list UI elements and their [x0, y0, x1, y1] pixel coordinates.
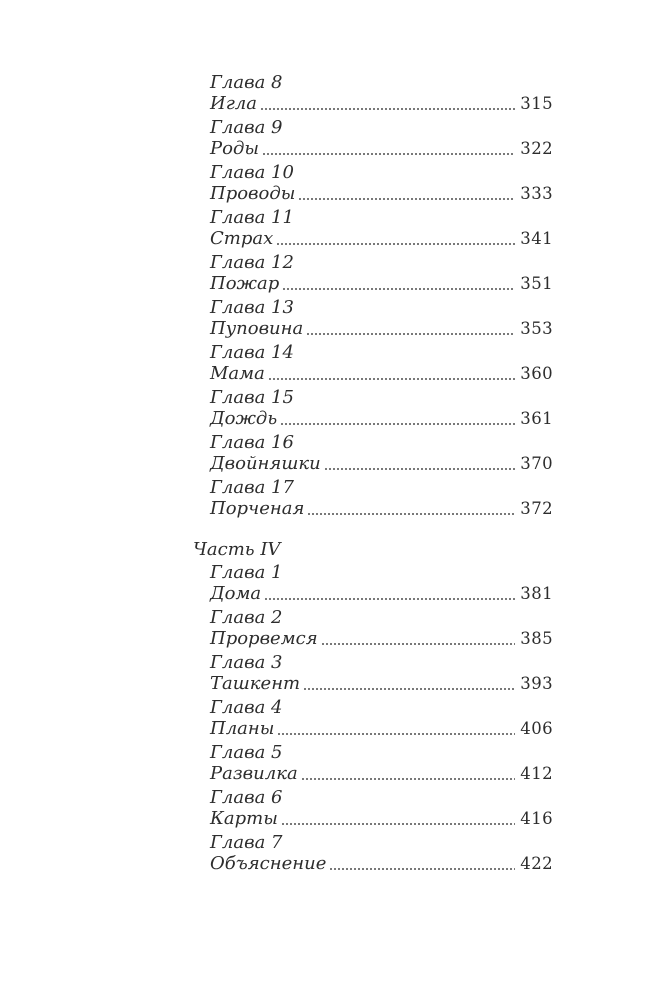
dot-leader	[302, 778, 516, 780]
chapter-page-number: 360	[520, 364, 553, 383]
chapter-page-number: 412	[520, 764, 553, 783]
chapter-number: Глава 12	[210, 252, 294, 273]
chapter-title-row	[210, 228, 553, 249]
chapter-title: Порченая	[210, 498, 305, 519]
toc-entry[interactable]	[210, 432, 553, 474]
dot-leader	[283, 288, 515, 290]
chapter-page-number: 385	[520, 629, 553, 648]
toc-entry[interactable]	[210, 387, 553, 429]
chapter-number: Глава 13	[210, 297, 294, 318]
toc-entry[interactable]	[210, 477, 553, 519]
chapter-title: Мама	[210, 363, 265, 384]
chapter-title-row	[210, 138, 553, 159]
chapter-number: Глава 1	[210, 562, 283, 583]
dot-leader	[325, 468, 516, 470]
chapter-title-row	[210, 93, 553, 114]
chapter-title-row	[210, 318, 553, 339]
dot-leader	[282, 823, 515, 825]
dot-leader	[263, 153, 515, 155]
chapter-page-number: 372	[520, 499, 553, 518]
chapter-title-row	[210, 808, 553, 829]
chapter-title: Объяснение	[210, 853, 327, 874]
chapter-number: Глава 7	[210, 832, 283, 853]
chapter-number: Глава 3	[210, 652, 283, 673]
chapter-title: Ташкент	[210, 673, 301, 694]
chapter-page-number: 393	[520, 674, 553, 693]
toc-section	[193, 539, 553, 874]
chapter-title-row	[210, 718, 553, 739]
chapter-title: Двойняшки	[210, 453, 321, 474]
toc-entry[interactable]	[210, 72, 553, 114]
chapter-number: Глава 11	[210, 207, 294, 228]
chapter-number: Глава 15	[210, 387, 294, 408]
dot-leader	[308, 513, 515, 515]
chapter-title: Дождь	[210, 408, 278, 429]
chapter-title-row	[210, 763, 553, 784]
chapter-title-row	[210, 583, 553, 604]
chapter-number: Глава 6	[210, 787, 283, 808]
chapter-title: Дома	[210, 583, 262, 604]
chapter-page-number: 370	[520, 454, 553, 473]
toc-entry[interactable]	[210, 832, 553, 874]
dot-leader	[265, 598, 515, 600]
dot-leader	[281, 423, 515, 425]
chapter-title-row	[210, 673, 553, 694]
chapter-page-number: 353	[520, 319, 553, 338]
chapter-title-row	[210, 853, 553, 874]
toc-section	[193, 72, 553, 519]
chapter-number: Глава 9	[210, 117, 283, 138]
chapter-page-number: 315	[520, 94, 553, 113]
chapter-page-number: 381	[520, 584, 553, 603]
toc-entry[interactable]	[210, 652, 553, 694]
chapter-title: Игла	[210, 93, 257, 114]
chapter-number: Глава 17	[210, 477, 294, 498]
chapter-title-row	[210, 498, 553, 519]
toc-entry[interactable]	[210, 207, 553, 249]
chapter-title: Роды	[210, 138, 260, 159]
chapter-page-number: 422	[520, 854, 553, 873]
chapter-number: Глава 4	[210, 697, 283, 718]
chapter-list	[193, 72, 553, 519]
dot-leader	[269, 378, 515, 380]
chapter-title: Планы	[210, 718, 275, 739]
chapter-title: Пожар	[210, 273, 280, 294]
toc-entry[interactable]	[210, 697, 553, 739]
chapter-title-row	[210, 628, 553, 649]
dot-leader	[261, 108, 515, 110]
toc-entry[interactable]	[210, 342, 553, 384]
chapter-title: Пуповина	[210, 318, 304, 339]
chapter-number: Глава 5	[210, 742, 283, 763]
dot-leader	[304, 688, 515, 690]
toc-entry[interactable]	[210, 742, 553, 784]
chapter-title-row	[210, 453, 553, 474]
toc-entry[interactable]	[210, 607, 553, 649]
dot-leader	[277, 243, 515, 245]
chapter-title: Проводы	[210, 183, 296, 204]
chapter-page-number: 322	[520, 139, 553, 158]
chapter-title-row	[210, 363, 553, 384]
dot-leader	[278, 733, 515, 735]
part-heading: Часть IV	[193, 539, 281, 560]
chapter-title: Прорвемся	[210, 628, 318, 649]
chapter-number: Глава 14	[210, 342, 294, 363]
chapter-list	[193, 562, 553, 874]
dot-leader	[299, 198, 515, 200]
chapter-page-number: 341	[520, 229, 553, 248]
chapter-title-row	[210, 273, 553, 294]
chapter-page-number: 351	[520, 274, 553, 293]
chapter-number: Глава 8	[210, 72, 283, 93]
toc-entry[interactable]	[210, 562, 553, 604]
toc-entry[interactable]	[210, 252, 553, 294]
dot-leader	[307, 333, 515, 335]
chapter-title-row	[210, 183, 553, 204]
chapter-page-number: 333	[520, 184, 553, 203]
dot-leader	[322, 643, 516, 645]
chapter-number: Глава 16	[210, 432, 294, 453]
chapter-page-number: 416	[520, 809, 553, 828]
chapter-page-number: 406	[520, 719, 553, 738]
chapter-number: Глава 10	[210, 162, 294, 183]
toc-entry[interactable]	[210, 162, 553, 204]
toc-entry[interactable]	[210, 297, 553, 339]
chapter-number: Глава 2	[210, 607, 283, 628]
toc-entry[interactable]	[210, 117, 553, 159]
toc-entry[interactable]	[210, 787, 553, 829]
chapter-title: Карты	[210, 808, 278, 829]
chapter-title: Развилка	[210, 763, 298, 784]
dot-leader	[330, 868, 515, 870]
chapter-page-number: 361	[520, 409, 553, 428]
chapter-title-row	[210, 408, 553, 429]
chapter-title: Страх	[210, 228, 274, 249]
